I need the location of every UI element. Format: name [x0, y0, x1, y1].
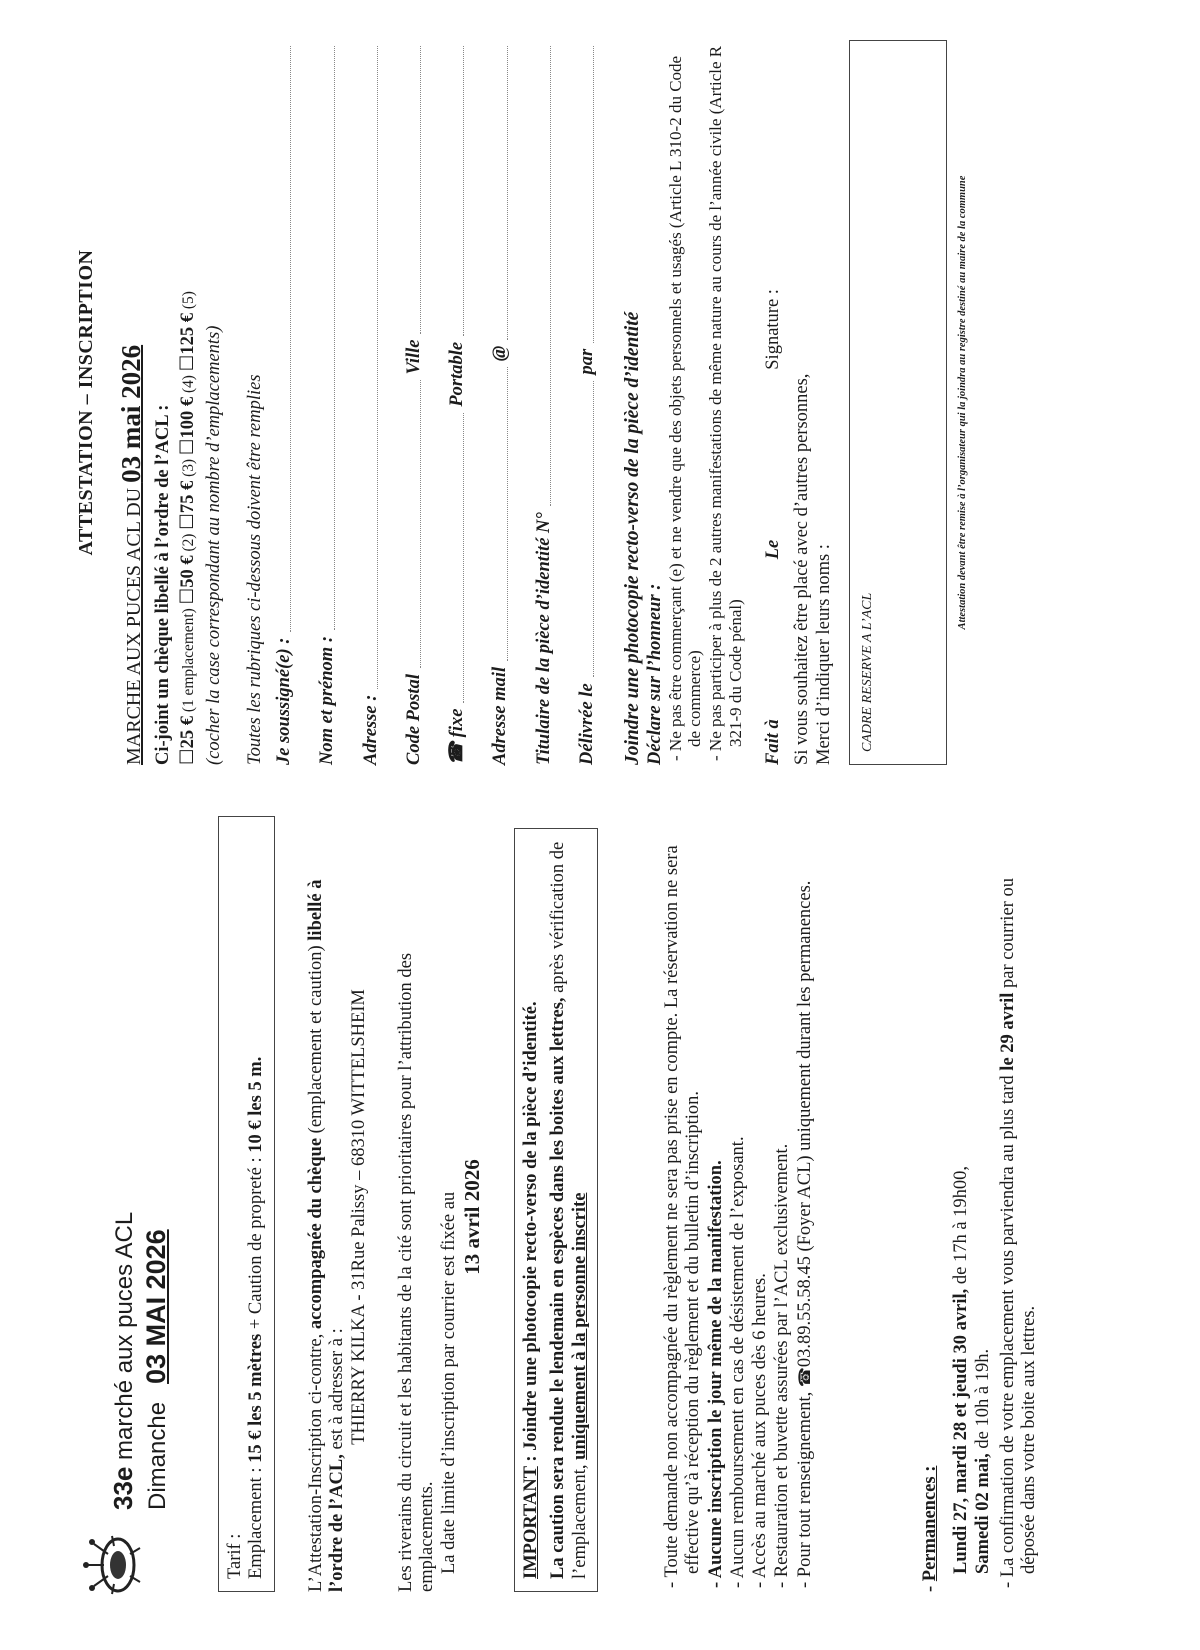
soussigne-label: Je soussigné(e) : — [274, 637, 295, 765]
option-price: 100 € — [178, 396, 199, 439]
perm-hours: de 17h à 19h00, — [951, 1165, 972, 1289]
deadline-date: 13 avril 2026 — [459, 1159, 484, 1275]
declaration-item: - Ne pas être commerçant (e) et ne vendre que des objets personnels et usagés (Article L 310-2 du Code de commerce) — [666, 40, 705, 765]
caution-normal: après vérification de l’emplacement, — [548, 841, 590, 1579]
option-note: (1 emplacement) — [180, 604, 198, 717]
tarif-mid: + Caution de propreté : — [246, 1152, 267, 1334]
par-label: par — [576, 348, 597, 375]
confirm-text: La confirmation de votre emplacement vous parviendra au plus tard — [997, 1070, 1018, 1578]
important-text: : Joindre une photocopie recto-verso de la pièce d’identité. — [521, 1001, 541, 1467]
confirm-date: le 29 avril — [997, 992, 1018, 1071]
permanences: - Permanences : Lundi 27, mardi 28 et jeudi 30 avril, de 17h à 19h00, Samedi 02 mai, de 10h à 19h. - La confirmation de votre emplacement vous parviendra au plus tard le 29 avril par courrier ou déposée dans votre boite aux lettres. — [920, 842, 1041, 1592]
delivree-label: Délivrée le — [576, 683, 597, 765]
edition-number: 33e — [108, 1466, 138, 1510]
cheque-line: Ci-joint un chèque libellé à l’ordre de l’ACL : — [153, 404, 174, 765]
caution-underlined: uniquement à la personne inscrite — [569, 1192, 590, 1460]
le-label: Le — [763, 539, 784, 560]
fait-label: Fait à — [763, 719, 784, 765]
attest-bold-2: libellé à l’ordre de l’ACL, — [306, 879, 348, 1592]
adresse-field[interactable] — [361, 40, 382, 765]
checkbox-icon[interactable]: ☐ — [178, 354, 199, 372]
attest-text-3: est à adresser à : — [327, 1328, 348, 1455]
phone-field[interactable] — [447, 40, 468, 765]
portable-label: Portable — [447, 341, 468, 407]
rule6-rest: uniquement durant les permanences. — [794, 880, 815, 1156]
subtitle-prefix: MARCHE AUX PUCES ACL DU — [123, 482, 145, 765]
option-price: 50 € — [178, 555, 199, 588]
attest-text-1: L’Attestation-Inscription ci-contre, — [306, 1329, 326, 1592]
others-line2: Merci d’indiquer leurs noms : — [813, 544, 834, 765]
ville-label: Ville — [403, 339, 424, 375]
titulaire-field[interactable] — [534, 40, 555, 765]
rule-item: - Accès au marché aux puces dès 6 heures. — [750, 842, 771, 1592]
tarif-caution: 10 € les 5 m. — [246, 1056, 267, 1153]
checkbox-icon[interactable]: ☐ — [178, 587, 199, 605]
checkbox-icon[interactable]: ☐ — [178, 513, 199, 530]
attest-bold-1: accompagnée du chèque — [306, 1137, 326, 1330]
others-line1: Si vous souhaitez être placé avec d’autres personnes, — [792, 373, 813, 765]
form-title: ATTESTATION – INSCRIPTION — [75, 249, 97, 556]
joindre-note: Joindre une photocopie recto-verso de la pièce d’identité — [622, 311, 644, 765]
rule-item: - Restauration et buvette assurées par l’ACL exclusivement. — [772, 842, 793, 1592]
attestation-paragraph — [306, 842, 370, 1592]
event-date: 03 MAI 2026 — [140, 1229, 171, 1384]
confirm-rest: par courrier ou déposée dans votre boite aux lettres. — [997, 878, 1040, 1574]
perm-saturday-hours: de 10h à 19h. — [972, 1348, 993, 1454]
rule-item: - Aucune inscription le jour même de la manifestation. — [706, 842, 727, 1592]
option-note: (3) — [180, 455, 198, 481]
delivree-field[interactable] — [577, 40, 598, 765]
signature-label: Signature : — [763, 289, 784, 370]
at-sign: @ — [490, 345, 511, 362]
titulaire-label: Titulaire de la pièce d’identité N° — [533, 512, 554, 765]
tarif-price: 15 € les 5 mètres — [246, 1333, 267, 1463]
tarif-box — [218, 816, 275, 1592]
nom-field[interactable] — [317, 40, 338, 765]
event-name: marché aux puces ACL — [111, 1211, 138, 1467]
option-price: 25 € — [178, 716, 199, 749]
reserve-label: CADRE RESERVE A L’ACL — [859, 592, 875, 752]
riverains-text: Les riverains du circuit et les habitants de la cité sont prioritaires pour l’attribution des emplacements. — [396, 952, 438, 1592]
rubriques-note: Toutes les rubriques ci-dessous doivent être remplies — [244, 374, 265, 765]
rule-item: - Aucun remboursement en cas de désistement de l’exposant. — [728, 842, 749, 1592]
event-header — [108, 1212, 173, 1510]
nom-label: Nom et prénom : — [317, 636, 338, 765]
cocher-hint: (cocher la case correspondant au nombre d’emplacements) — [203, 325, 224, 765]
checkbox-icon[interactable]: ☐ — [178, 438, 199, 456]
important-label: IMPORTANT — [521, 1466, 541, 1579]
event-day: Dimanche — [143, 1401, 171, 1510]
attest-text-2: (emplacement et caution) — [306, 940, 326, 1134]
soussigne-field[interactable] — [274, 40, 295, 765]
confirmation-item — [998, 842, 1041, 1592]
fixe-label: fixe — [447, 708, 468, 738]
declaration-item: - Ne pas participer à plus de 2 autres manifestations de même nature au cours de l’année civile (Article R 321-9 du Code pénal) — [706, 40, 745, 765]
price-options — [178, 40, 199, 765]
subtitle-date: 03 mai 2026 — [116, 344, 146, 483]
permanences-label: Permanences : — [920, 1465, 940, 1582]
adresse-label: Adresse : — [360, 694, 381, 765]
option-note: (5) — [180, 291, 198, 313]
option-note: (4) — [180, 371, 198, 397]
signature-row[interactable] — [763, 40, 784, 765]
rule-item — [795, 842, 816, 1592]
declare-label: Déclare sur l’honneur : — [644, 583, 665, 765]
tarif-label: Tarif : — [225, 1533, 245, 1579]
important-box — [514, 828, 598, 1592]
option-note: (2) — [180, 529, 198, 556]
phone-number: 03.89.55.58.45 (Foyer ACL) — [794, 1155, 815, 1368]
rules-list — [662, 842, 817, 1592]
mail-label: Adresse mail — [490, 666, 511, 765]
cp-label: Code Postal — [403, 674, 424, 765]
cp-ville-field[interactable] — [404, 40, 425, 765]
declarations-list — [666, 40, 745, 765]
form-subtitle — [116, 40, 147, 765]
mail-field[interactable] — [490, 40, 511, 765]
deadline-intro: La date limite d’inscription par courrier est fixée au — [438, 1191, 459, 1574]
footer-note: Attestation devant être remise à l’organisateur qui la joindra au registre destiné au maire de la commune — [956, 175, 968, 630]
phone-icon: ☎ — [447, 737, 468, 765]
phone-icon: ☎ — [796, 1367, 814, 1388]
perm-saturday: Samedi 02 mai, — [972, 1453, 993, 1574]
riverains-paragraph — [396, 842, 484, 1592]
reserve-box — [849, 40, 947, 765]
checkbox-icon[interactable]: ☐ — [178, 748, 199, 765]
info-half — [0, 825, 1200, 1650]
acl-logo-icon — [80, 1530, 150, 1600]
perm-days: Lundi 27, mardi 28 et jeudi 30 avril, — [951, 1288, 972, 1574]
tarif-prefix: Emplacement : — [246, 1462, 267, 1579]
postal-address: THIERRY KILKA - 31Rue Palissy – 68310 WITTELSHEIM — [348, 989, 369, 1445]
rule6-text: Pour tout renseignement, — [794, 1387, 815, 1578]
option-price: 125 € — [178, 312, 199, 355]
caution-bold: La caution sera rendue le lendemain en espèces dans les boites aux lettres, — [548, 997, 569, 1579]
rule-item: - Toute demande non accompagnée du règlement ne sera pas prise en compte. La réservation ne sera effective qu’à réception du règlement et du bulletin d’inscription. — [662, 842, 705, 1592]
option-price: 75 € — [178, 480, 199, 514]
